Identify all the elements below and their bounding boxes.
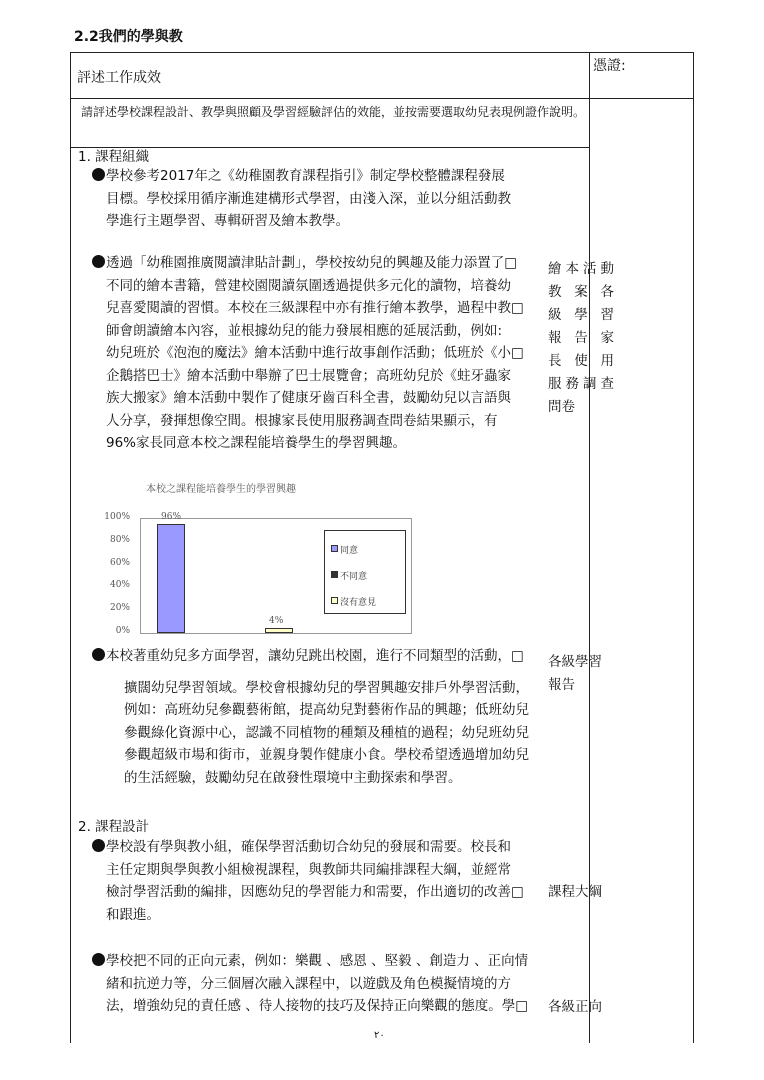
y-tick-label: 100% xyxy=(104,512,130,522)
section2-paragraph-2: 學校把不同的正向元素，例如：樂觀 、感恩 、堅毅 、創造力 、正向情 緒和抗逆力等，分三個層次融入課程中，以遊戲及角色模擬情境的方 法，增強幼兒的責任感 、待人接物的技巧及保持正向樂觀的態度。學□ xyxy=(92,950,582,1018)
evidence-3: 課程大綱 xyxy=(548,884,602,900)
intro-text: 請評述學校課程設計、教學與照顧及學習經驗評估的效能，並按需要選取幼兒表現例證作說明。 xyxy=(81,105,586,119)
legend-swatch xyxy=(331,597,338,604)
legend-swatch xyxy=(331,571,338,578)
header-left: 評述工作成效 xyxy=(77,70,161,86)
y-tick-label: 0% xyxy=(115,626,130,636)
legend-item xyxy=(331,569,367,582)
bar-同意 xyxy=(157,524,185,633)
evidence-4: 各級正向 xyxy=(548,999,602,1015)
bullet-icon xyxy=(92,255,105,268)
section1-paragraph-3: 本校著重幼兒多方面學習，讓幼兒跳出校園，進行不同類型的活動，□ 擴闊幼兒學習領域。學校會根據幼兒的學習興趣安排戶外學習活動， 例如：高班幼兒參觀藝術館，提高幼兒對藝術作品的興趣；低班幼兒 參觀綠化資源中心，認識不同植物的種類及種植的過程；幼兒班幼兒 參觀超級市場和街市，並親身製作健康小食。學校希望透過增加幼兒 的生活經驗，鼓勵幼兒在啟發性環境中主動探索和學習。 xyxy=(92,645,582,789)
header-right: 憑證: xyxy=(593,58,626,74)
section1-paragraph-1: 學校參考2017年之《幼稚園教育課程指引》制定學校整體課程發展 目標。學校採用循序漸進建構形式學習，由淺入深，並以分組活動教 學進行主題學習、專輯研習及繪本教學。 xyxy=(92,165,582,233)
section1-paragraph-2: 透過「幼稚園推廣閱讀津貼計劃」，學校按幼兒的興趣及能力添置了□ 不同的繪本書籍，營建校園閱讀氛圍透過提供多元化的讀物，培養幼 兒喜愛閱讀的習慣。本校在三級課程中亦有推行繪本教學，過程中教□ 師會朗讀繪本內容，並根據幼兒的能力發展相應的延展活動，例如: 幼兒班於《泡泡的魔法》繪本活動中進行故事創作活動；低班於《小□ 企鵝搭巴士》繪本活動中舉辦了巴士展覽會；高班幼兒於《蛀牙蟲家 族大搬家》繪本活動中製作了健康牙齒百科全書，鼓勵幼兒以言語與 人分享，發揮想像空間。根據家長使用服務調查問卷結果顯示，有 96%家長同意本校之課程能培養學生的學習興趣。 xyxy=(92,252,582,455)
section2-paragraph-1: 學校設有學與教小組，確保學習活動切合幼兒的發展和需要。校長和 主任定期與學與教小組檢視課程，與教師共同編排課程大綱，並經常 檢討學習活動的編排，因應幼兒的學習能力和需要，作出適切的改善□ 和跟進。 xyxy=(92,836,582,926)
legend-swatch xyxy=(331,545,338,552)
header-divider xyxy=(71,98,693,99)
legend-label: 同意 xyxy=(340,546,359,556)
y-tick-label: 40% xyxy=(109,580,130,591)
section-title: 2.2我們的學與教 xyxy=(74,29,183,45)
page-number: ٢٠ xyxy=(374,1030,385,1041)
bullet-icon xyxy=(92,648,105,661)
y-tick-label: 80% xyxy=(109,534,130,545)
evidence-1: 繪本活動 教 案 各 級 學 習 報 告 家 長 使 用 服務調查 問卷 xyxy=(548,261,614,415)
chart-title: 本校之課程能培養學生的學習興趣 xyxy=(146,484,296,495)
bullet-icon xyxy=(92,839,105,852)
bar-沒有意見 xyxy=(265,628,293,633)
legend-item xyxy=(331,543,358,556)
evidence-2: 各級學習 報告 xyxy=(548,654,602,693)
legend-label: 不同意 xyxy=(340,572,368,582)
bullet-icon xyxy=(92,953,105,966)
y-tick-label: 60% xyxy=(109,557,130,568)
section2-heading: 2. 課程設計 xyxy=(78,819,150,835)
data-label: 4% xyxy=(269,616,284,627)
legend-label: 沒有意見 xyxy=(340,598,377,608)
y-tick-label: 20% xyxy=(109,603,130,614)
chart-legend xyxy=(324,530,406,614)
data-label: 96% xyxy=(161,511,182,522)
bullet-icon xyxy=(92,168,105,181)
bar-chart xyxy=(96,474,426,640)
section1-heading: 1. 課程組織 xyxy=(78,149,150,165)
legend-item xyxy=(331,595,376,608)
